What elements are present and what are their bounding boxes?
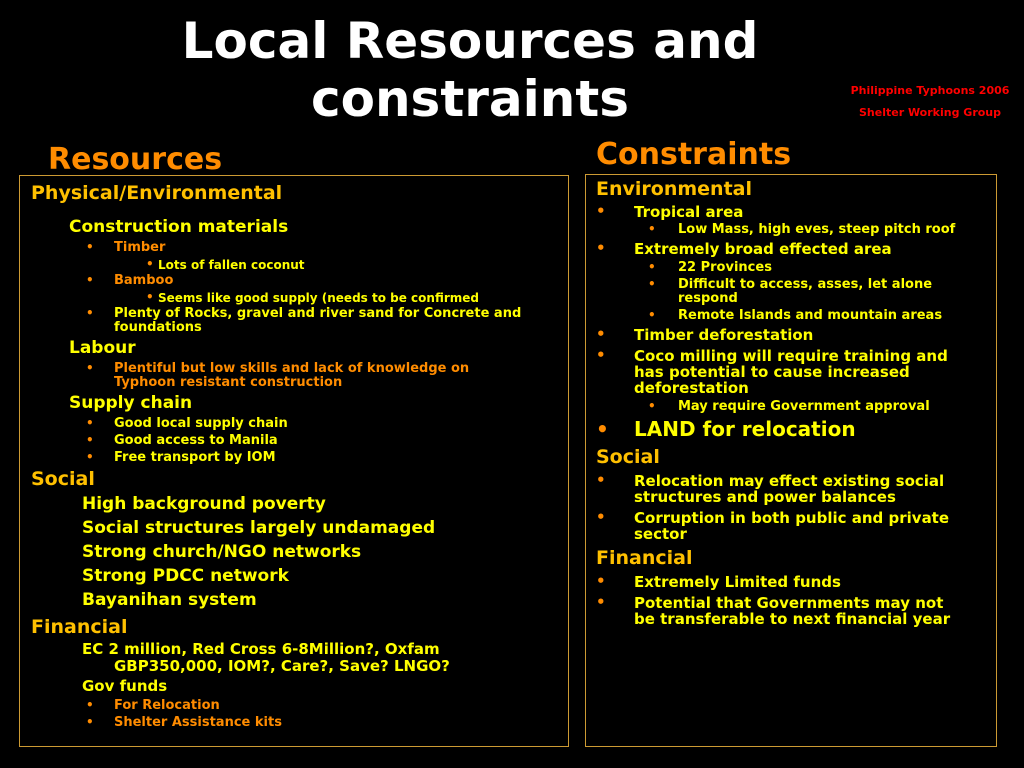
bullet-icon: • <box>146 290 154 304</box>
supply-heading: Supply chain <box>69 393 193 413</box>
bullet-icon: • <box>596 239 606 257</box>
labour-line-1: Plentiful but low skills and lack of knowledge on <box>114 361 470 376</box>
bullet-icon: • <box>648 260 656 274</box>
timber-item: Timber <box>114 240 166 255</box>
resources-heading: Resources <box>48 142 223 177</box>
bamboo-item: Bamboo <box>114 273 174 288</box>
bullet-icon: • <box>648 277 656 291</box>
coco-line-3: deforestation <box>634 379 749 397</box>
social-item-1: High background poverty <box>82 494 326 514</box>
bullet-icon: • <box>86 306 94 320</box>
bullet-icon: • <box>86 450 94 464</box>
environmental-heading: Environmental <box>596 178 752 200</box>
plenty-line-2: foundations <box>114 320 202 335</box>
bullet-icon: • <box>648 222 656 236</box>
social-heading: Social <box>31 468 95 490</box>
bamboo-sub: Seems like good supply (needs to be confirmed <box>158 291 479 305</box>
constraints-financial-heading: Financial <box>596 547 693 569</box>
gov-funds: Gov funds <box>82 677 168 695</box>
financial-constraint-2-line-2: be transferable to next financial year <box>634 610 951 628</box>
coco-line-2: has potential to cause increased <box>634 363 910 381</box>
social-item-3: Strong church/NGO networks <box>82 542 362 562</box>
coco-line-1: Coco milling will require training and <box>634 347 948 365</box>
plenty-line-1: Plenty of Rocks, gravel and river sand for Concrete and <box>114 306 522 321</box>
bullet-icon: • <box>146 257 154 271</box>
broad-sub-2-line-2: respond <box>678 291 738 306</box>
bullet-icon: • <box>596 417 609 441</box>
social-item-4: Strong PDCC network <box>82 566 289 586</box>
land-item: LAND for relocation <box>634 417 856 441</box>
social-constraint-2-line-1: Corruption in both public and private <box>634 509 950 527</box>
constraints-social-heading: Social <box>596 446 660 468</box>
bullet-icon: • <box>596 593 606 611</box>
financial-heading: Financial <box>31 616 128 638</box>
bullet-icon: • <box>596 202 606 220</box>
slide-note <box>835 80 1024 124</box>
bullet-icon: • <box>86 361 94 375</box>
bullet-icon: • <box>596 325 606 343</box>
broad-item: Extremely broad effected area <box>634 240 892 258</box>
gov-item-2: Shelter Assistance kits <box>114 715 282 730</box>
construction-heading: Construction materials <box>69 217 289 237</box>
physical-heading: Physical/Environmental <box>31 182 283 204</box>
bullet-icon: • <box>596 346 606 364</box>
bullet-icon: • <box>648 308 656 322</box>
timber-sub: Lots of fallen coconut <box>158 258 305 272</box>
supply-item-3: Free transport by IOM <box>114 450 276 465</box>
constraints-heading: Constraints <box>596 137 792 172</box>
social-constraint-1-line-1: Relocation may effect existing social <box>634 472 945 490</box>
labour-heading: Labour <box>69 338 136 358</box>
labour-line-2: Typhoon resistant construction <box>114 375 343 390</box>
social-constraint-1-line-2: structures and power balances <box>634 488 896 506</box>
bullet-icon: • <box>86 416 94 430</box>
timber-deforestation: Timber deforestation <box>634 326 814 344</box>
broad-sub-3: Remote Islands and mountain areas <box>678 308 943 323</box>
coco-sub: May require Government approval <box>678 399 930 414</box>
gov-item-1: For Relocation <box>114 698 220 713</box>
broad-sub-2-line-1: Difficult to access, asses, let alone <box>678 277 933 292</box>
bullet-icon: • <box>596 471 606 489</box>
social-constraint-2-line-2: sector <box>634 525 687 543</box>
note-line-2: Shelter Working Group <box>858 106 1002 119</box>
slide-title <box>120 12 820 128</box>
title-line-1: Local Resources and <box>181 12 759 70</box>
funding-line-1: EC 2 million, Red Cross 6-8Million?, Oxfam <box>82 640 440 658</box>
bullet-icon: • <box>86 433 94 447</box>
supply-item-1: Good local supply chain <box>114 416 288 431</box>
bullet-icon: • <box>86 273 94 287</box>
bullet-icon: • <box>86 698 94 712</box>
financial-constraint-1: Extremely Limited funds <box>634 573 841 591</box>
title-line-2: constraints <box>310 70 630 128</box>
supply-item-2: Good access to Manila <box>114 433 278 448</box>
tropical-item: Tropical area <box>634 203 744 221</box>
tropical-sub: Low Mass, high eves, steep pitch roof <box>678 222 956 237</box>
note-line-1: Philippine Typhoons 2006 <box>850 84 1010 97</box>
financial-constraint-2-line-1: Potential that Governments may not <box>634 594 944 612</box>
bullet-icon: • <box>596 508 606 526</box>
bullet-icon: • <box>86 240 94 254</box>
social-item-2: Social structures largely undamaged <box>82 518 436 538</box>
broad-sub-1: 22 Provinces <box>678 260 772 275</box>
social-item-5: Bayanihan system <box>82 590 257 610</box>
bullet-icon: • <box>596 572 606 590</box>
funding-line-2: GBP350,000, IOM?, Care?, Save? LNGO? <box>114 657 450 675</box>
bullet-icon: • <box>86 715 94 729</box>
bullet-icon: • <box>648 399 656 413</box>
